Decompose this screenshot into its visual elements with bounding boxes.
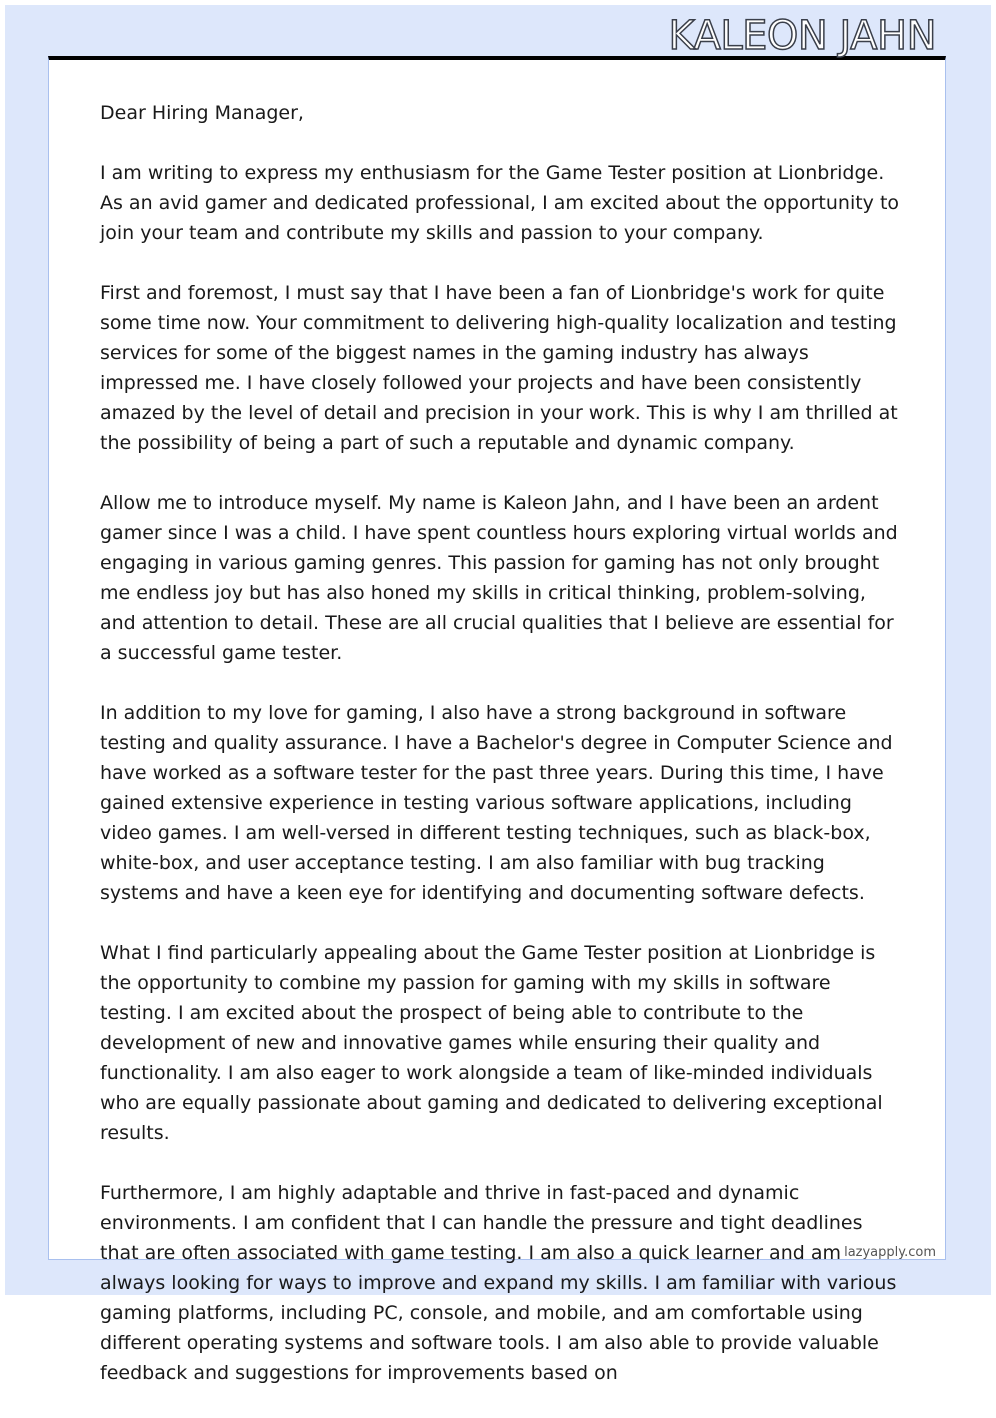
paragraph-company-admiration: First and foremost, I must say that I have been a fan of Lionbridge's work for quite some time now. Your commitment to delivering high-quality localization and testing services for some of the biggest names in the gaming industry has always impressed me. I have closely followed your projects and have been consistently amazed by the level of detail and precision in your work. This is why I am thrilled at the possibility of being a part of such a reputable and dynamic company.	[100, 282, 898, 454]
paragraph-self-introduction: Allow me to introduce myself. My name is Kaleon Jahn, and I have been an ardent gamer since I was a child. I have spent countless hours exploring virtual worlds and engaging in various gaming genres. This passion for gaming has not only brought me endless joy but has also honed my skills in critical thinking, problem-solving, and attention to detail. These are all crucial qualities that I believe are essential for a successful game tester.	[100, 492, 898, 664]
watermark-link[interactable]: lazyapply.com	[844, 1245, 936, 1260]
applicant-name: KALEON JAHN	[668, 13, 936, 59]
cover-letter-body	[100, 98, 900, 1418]
salutation: Dear Hiring Manager,	[100, 102, 304, 124]
paragraph-motivation: What I find particularly appealing about the Game Tester position at Lionbridge is the opportunity to combine my passion for gaming with my skills in software testing. I am excited about the prospect of being able to contribute to the development of new and innovative games while ensuring their quality and functionality. I am also eager to work alongside a team of like-minded individuals who are equally passionate about gaming and dedicated to delivering exceptional results.	[100, 942, 883, 1144]
paragraph-adaptability: Furthermore, I am highly adaptable and thrive in fast-paced and dynamic environments. I am confident that I can handle the pressure and tight deadlines that are often associated with game testing. I am also a quick learner and am always looking for ways to improve and expand my skills. I am familiar with various gaming platforms, including PC, console, and mobile, and am comfortable using different operating systems and software tools. I am also able to provide valuable feedback and suggestions for improvements based on	[100, 1182, 897, 1384]
paragraph-intro: I am writing to express my enthusiasm for the Game Tester position at Lionbridge. As an avid gamer and dedicated professional, I am excited about the opportunity to join your team and contribute my skills and passion to your company.	[100, 162, 900, 244]
paragraph-background: In addition to my love for gaming, I also have a strong background in software testing and quality assurance. I have a Bachelor's degree in Computer Science and have worked as a software tester for the past three years. During this time, I have gained extensive experience in testing various software applications, including video games. I am well-versed in different testing techniques, such as black-box, white-box, and user acceptance testing. I am also familiar with bug tracking systems and have a keen eye for identifying and documenting software defects.	[100, 702, 893, 904]
